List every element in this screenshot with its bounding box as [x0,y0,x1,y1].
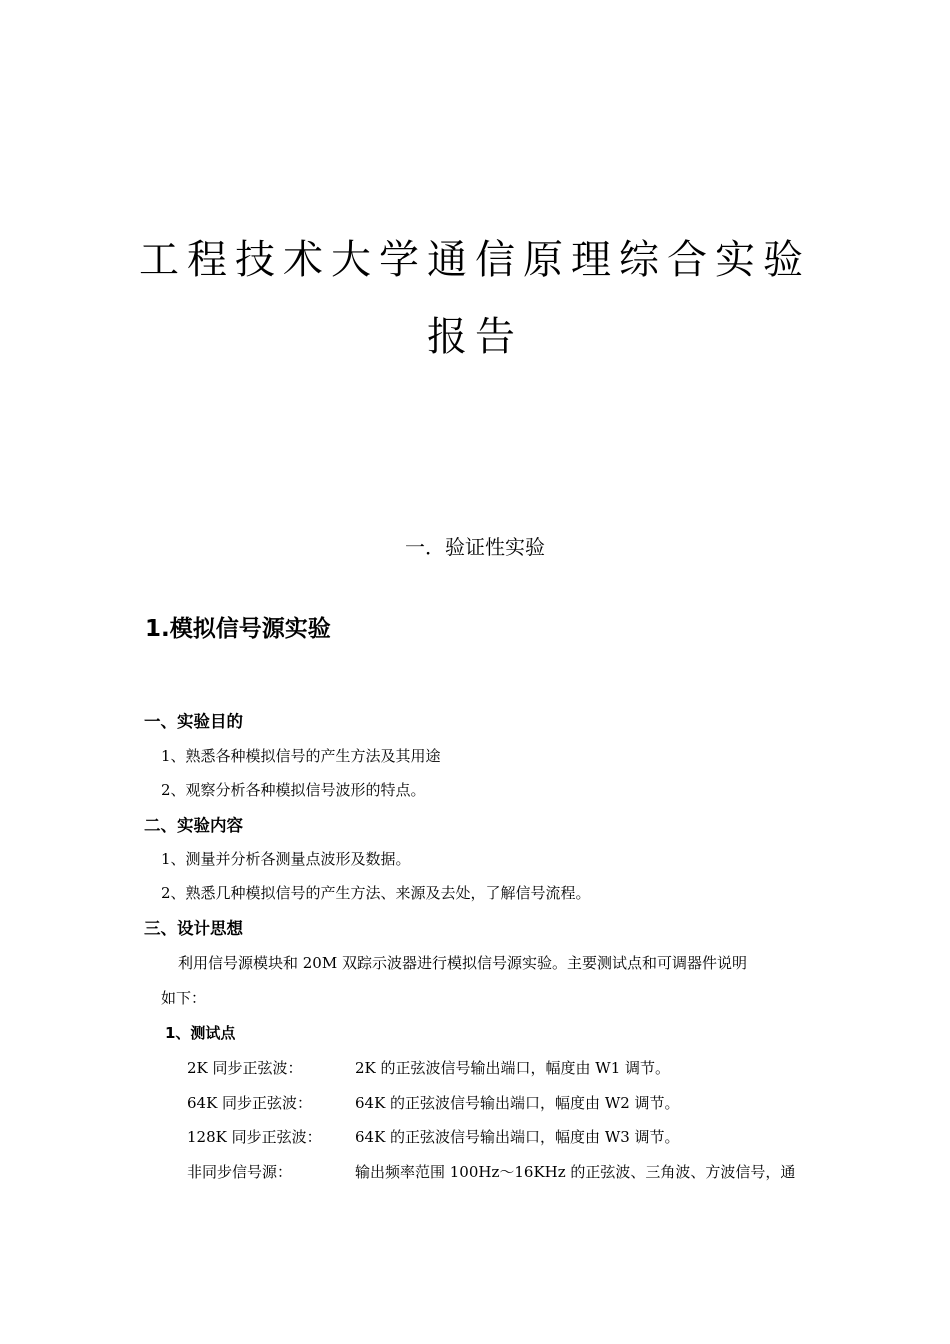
part-heading: 一．验证性实验 [405,535,545,559]
content-item: 1、测量并分析各测量点波形及数据。 [161,850,411,868]
test-point-description: 输出频率范围 100Hz～16KHz 的正弦波、三角波、方波信号，通 [355,1163,796,1181]
test-point-description: 64K 的正弦波信号输出端口，幅度由 W2 调节。 [355,1094,680,1112]
purpose-item: 2、观察分析各种模拟信号波形的特点。 [161,781,426,799]
test-point-label: 非同步信号源： [187,1163,293,1181]
design-paragraph-line-1: 利用信号源模块和 20M 双踪示波器进行模拟信号源实验。主要测试点和可调器件说明 [178,954,747,972]
test-point-description: 64K 的正弦波信号输出端口，幅度由 W3 调节。 [355,1128,680,1146]
test-points-heading: 1、测试点 [165,1024,236,1042]
section-heading-purpose: 一、实验目的 [144,712,243,731]
test-point-label: 2K 同步正弦波： [187,1059,303,1077]
test-point-label: 128K 同步正弦波： [187,1128,322,1146]
design-paragraph-line-2: 如下： [161,989,207,1007]
content-item: 2、熟悉几种模拟信号的产生方法、来源及去处，了解信号流程。 [161,884,591,902]
section-heading-content: 二、实验内容 [144,816,243,835]
chapter-heading: 1.模拟信号源实验 [145,616,331,642]
document-title-line-1: 工程技术大学通信原理综合实验 [139,237,811,283]
test-point-label: 64K 同步正弦波： [187,1094,313,1112]
test-point-description: 2K 的正弦波信号输出端口，幅度由 W1 调节。 [355,1059,671,1077]
section-heading-design: 三、设计思想 [144,919,243,938]
document-title-line-2: 报告 [427,314,523,360]
purpose-item: 1、熟悉各种模拟信号的产生方法及其用途 [161,747,441,765]
